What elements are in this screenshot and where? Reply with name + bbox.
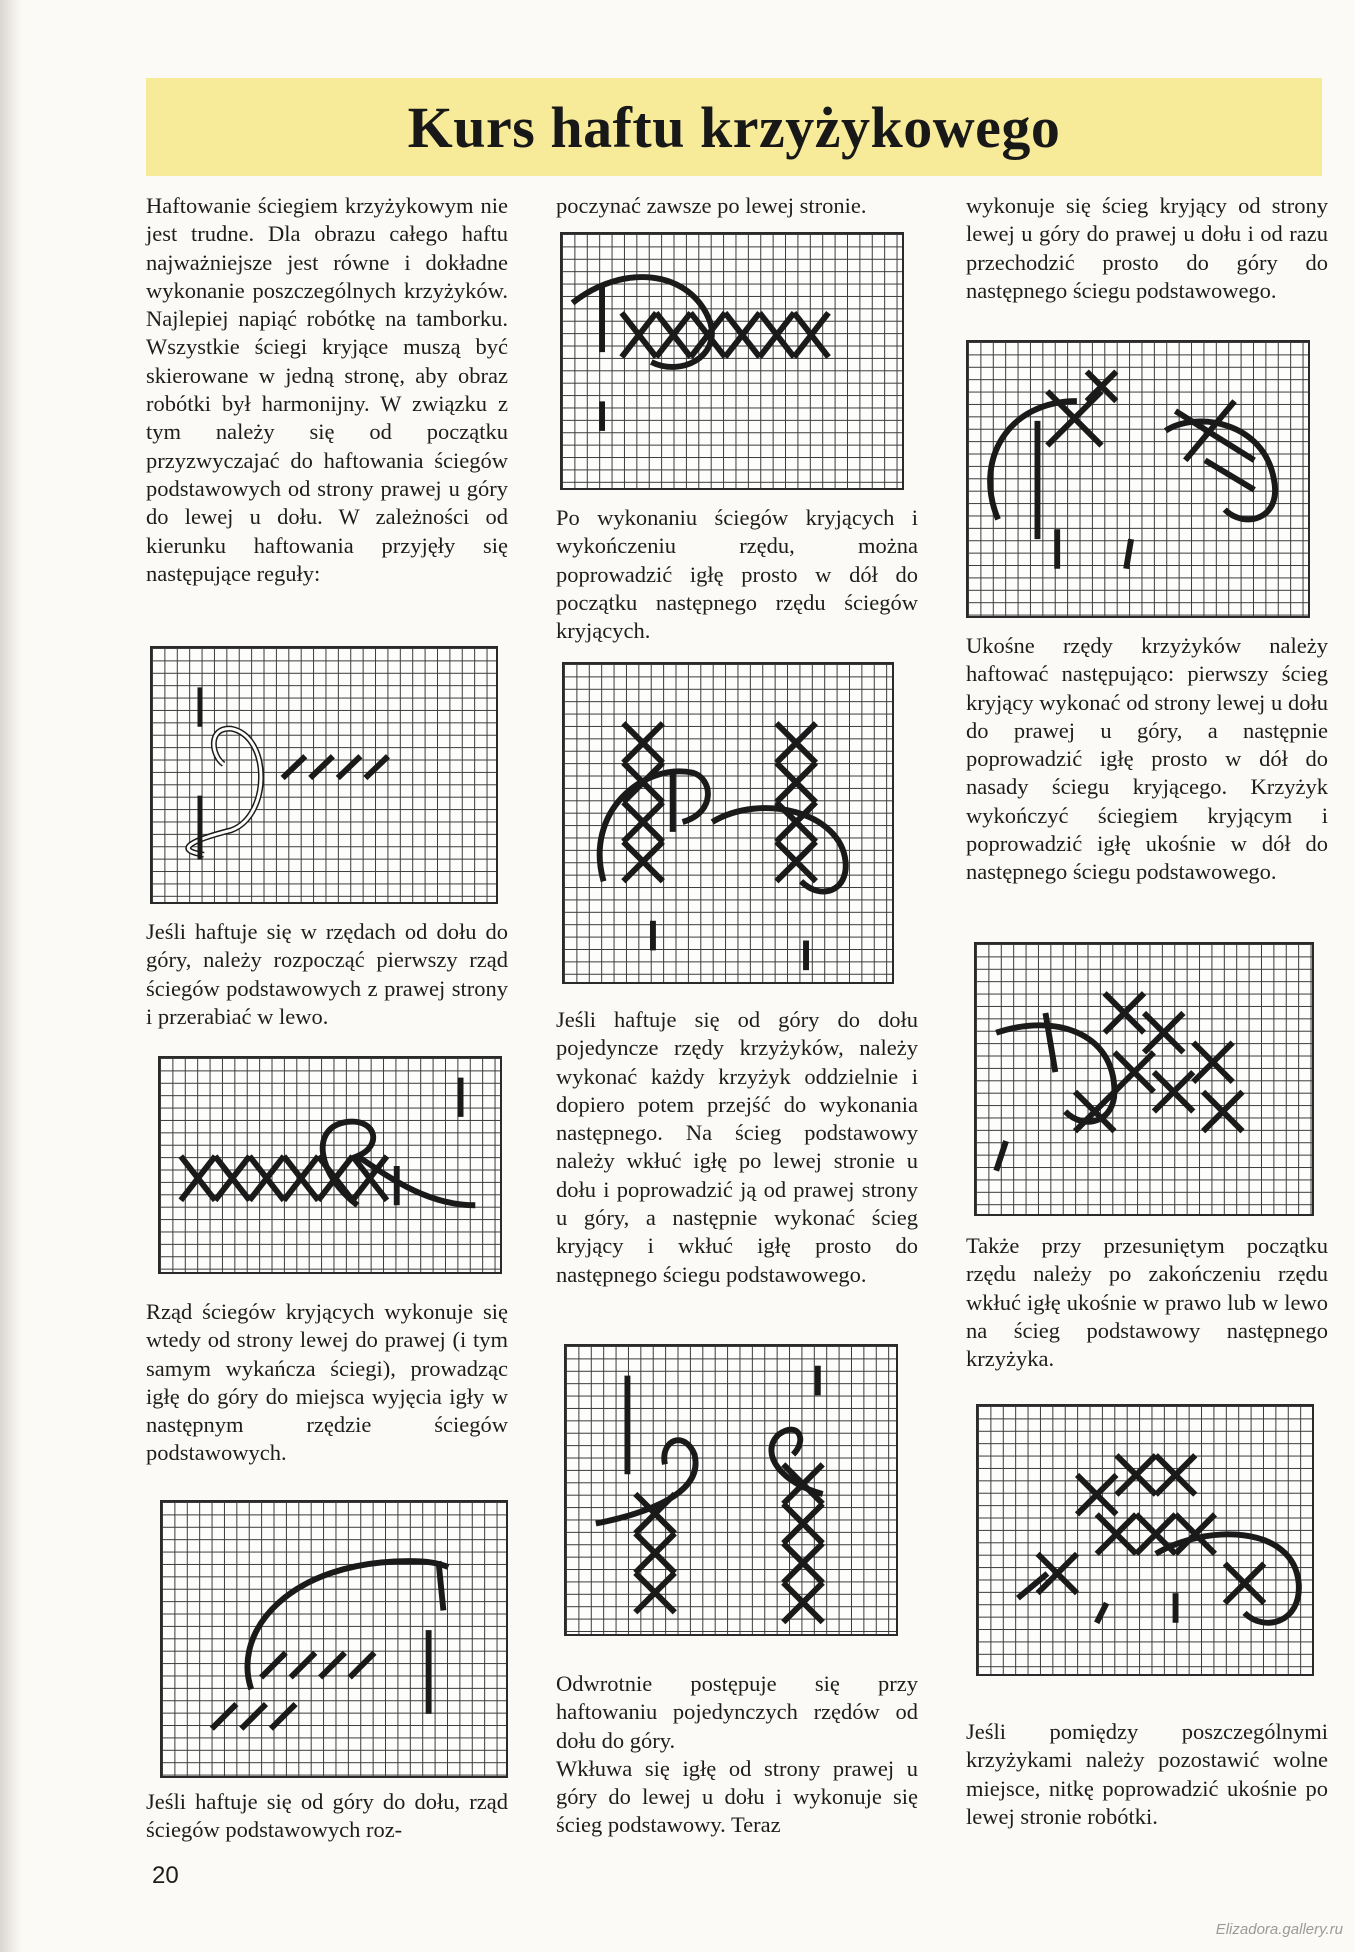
column-2d: [556, 1670, 918, 1840]
column-2c: [556, 1006, 918, 1289]
figure-2-cover-stitch-row: [158, 1056, 502, 1274]
page-number: 20: [152, 1862, 179, 1889]
column-1b: [146, 918, 508, 1031]
col3-paragraph-4: Jeśli pomiędzy poszczególnymi krzyżykami należy pozostawić wolne miejsce, nitkę poprowadzić ukośnie po lewej stronie robótki.: [966, 1719, 1328, 1829]
page-title: Kurs haftu krzyżykowego: [407, 94, 1061, 160]
col2-paragraph-2: Po wykonaniu ściegów kryjących i wykończeniu rzędu, można poprowadzić igłę prosto w dół do początku następnego rzędu ściegów kryjących.: [556, 505, 918, 644]
column-1d: [146, 1788, 508, 1845]
col2-paragraph-5: Wkłuwa się igłę od strony prawej u góry do lewej u dołu i wykonuje się ścieg podstawowy. Teraz: [556, 1755, 918, 1838]
figure-4-row-return: [560, 232, 904, 490]
col3-paragraph-2: Ukośne rzędy krzyżyków należy haftować następująco: pierwszy ścieg kryjący wykonać od strony lewej u dołu do prawej u góry, a następnie poprowadzić igłę prosto w dół do nasady ściegu kryjącego. Krzyżyk wykończyć ściegiem kryjącym i poprowadzić igłę ukośnie w dół do następnego ściegu podstawowego.: [966, 633, 1328, 885]
col2-paragraph-1: poczynać zawsze po lewej stronie.: [556, 193, 867, 218]
page-edge: [0, 0, 22, 1952]
title-band: [146, 78, 1322, 176]
column-1: [146, 192, 508, 588]
watermark: Elizadora.gallery.ru: [1215, 1921, 1343, 1938]
figure-1-bottom-up-basic-row: [150, 646, 498, 904]
col2-paragraph-4: Odwrotnie postępuje się przy haftowaniu pojedynczych rzędów od dołu do góry.: [556, 1671, 918, 1753]
col2-paragraph-3: Jeśli haftuje się od góry do dołu pojedyncze rzędy krzyżyków, należy wykonać każdy krzyżyk oddzielnie i dopiero potem przejść do wykonania następnego. Na ścieg podstawowy należy wkłuć igłę po lewej stronie u dołu i poprowadzić ją od prawej strony u góry, a następnie wykonać ścieg kryjący i wkłuć igłę prosto do następnego ściegu podstawowego.: [556, 1007, 918, 1287]
col1-paragraph-4: Jeśli haftuje się od góry do dołu, rząd ściegów podstawowych roz-: [146, 1789, 508, 1843]
figure-3-top-down-basic-row: [160, 1500, 508, 1778]
col1-paragraph-3: Rząd ściegów kryjących wykonuje się wtedy od strony lewej do prawej (i tym samym wykańcza ściegi), prowadząc igłę do góry do miejsca wyjęcia igły w następnym rzędzie ściegów podstawowych.: [146, 1299, 508, 1466]
figure-8-diagonal-rows: [974, 942, 1314, 1216]
column-3: [966, 192, 1328, 305]
col1-paragraph-1: Haftowanie ściegiem krzyżykowym nie jest trudne. Dla obrazu całego haftu najważniejsze jest równe i dokładne wykonanie poszczególnych krzyżyków. Najlepiej napiąć robótkę na tamborku. Wszystkie ściegi kryjące muszą być skierowane w jedną stronę, aby obraz robótki był harmonijny. W związku z tym należy się od początku przyzwyczajać do haftowania ściegów podstawowych od strony prawej u góry do lewej u dołu. W zależności od kierunku haftowania przyjęły się następujące reguły:: [146, 193, 508, 586]
figure-5-single-crosses-top-down: [562, 662, 894, 984]
figure-6-single-crosses-bottom-up: [564, 1344, 898, 1636]
column-3b: [966, 632, 1328, 887]
column-3c: [966, 1232, 1328, 1373]
column-1c: [146, 1298, 508, 1468]
col3-paragraph-3: Także przy przesuniętym początku rzędu należy po zakończeniu rzędu wkłuć igłę ukośnie w prawo lub w lewo na ścieg podstawowy następnego krzyżyka.: [966, 1233, 1328, 1372]
col1-paragraph-2: Jeśli haftuje się w rzędach od dołu do góry, należy rozpocząć pierwszy rząd ściegów podstawowych z prawej strony i przerabiać w lewo.: [146, 919, 508, 1029]
column-2b: [556, 504, 918, 645]
column-2: [556, 192, 918, 220]
figure-7-cover-and-up: [966, 340, 1310, 618]
column-3d: [966, 1718, 1328, 1831]
col3-paragraph-1: wykonuje się ścieg kryjący od strony lewej u góry do prawej u dołu i od razu przechodzić prosto do góry do następnego ściegu podstawowego.: [966, 193, 1328, 303]
figure-9-gaps-between-crosses: [976, 1404, 1314, 1676]
